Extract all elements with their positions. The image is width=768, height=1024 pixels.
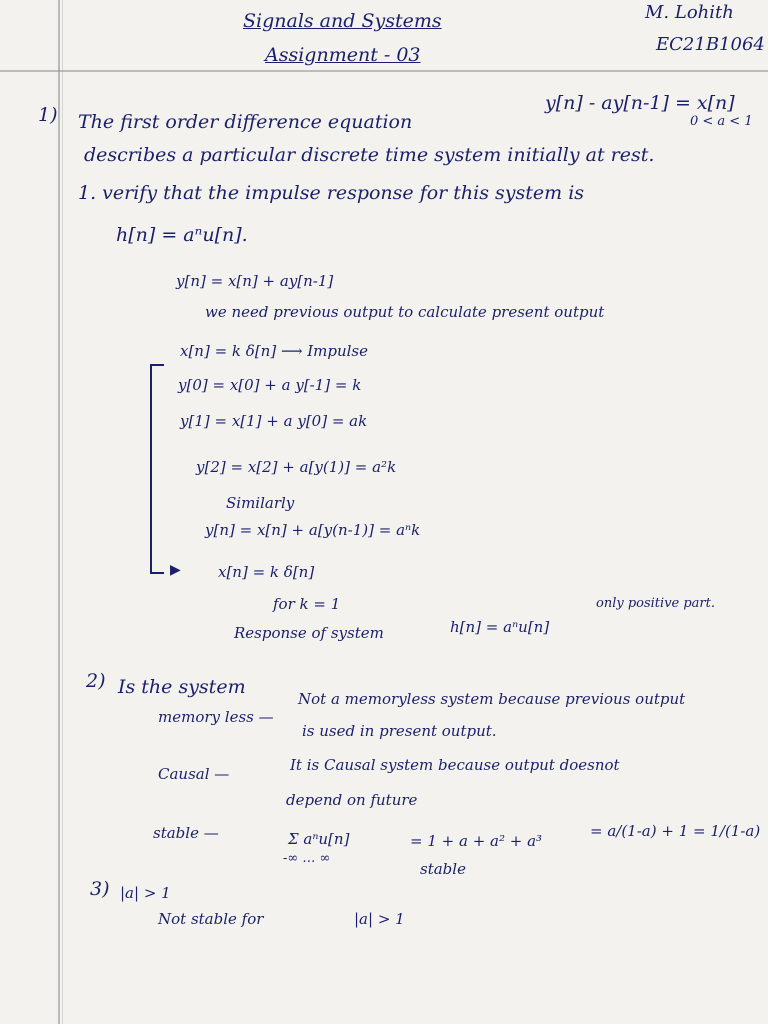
q1-line4: h[n] = aⁿu[n].: [116, 224, 248, 246]
q1-xn: x[n] = k δ[n]: [218, 563, 315, 581]
q2-mem-label: memory less —: [158, 708, 274, 726]
page-title: Signals and Systems: [243, 10, 442, 32]
q1-y2: y[2] = x[2] + a[y(1)] = a²k: [196, 458, 397, 476]
student-name: M. Lohith: [645, 2, 734, 23]
q2-stable-label: stable —: [153, 824, 219, 842]
q2-stable-series: = 1 + a + a² + a³: [410, 832, 543, 850]
q2-causal-text1: It is Causal system because output doesnot: [290, 756, 620, 774]
q2-stable-limits: -∞ … ∞: [283, 851, 331, 866]
header-rule: [0, 70, 768, 72]
q2-causal-label: Causal —: [158, 765, 230, 783]
q1-similarly: Similarly: [226, 494, 295, 512]
q2-heading: Is the system: [118, 676, 246, 698]
assignment-number: Assignment - 03: [265, 44, 421, 66]
q1-yn: y[n] = x[n] + a[y(n-1)] = aⁿk: [205, 521, 421, 539]
arrow-icon: ▶: [170, 562, 181, 578]
q2-stable-sum: Σ aⁿu[n]: [288, 830, 350, 848]
roll-number: EC21B1064: [656, 34, 765, 55]
derivation-bracket: [150, 364, 164, 574]
q2-stable-result: = a/(1-a) + 1 = 1/(1-a): [590, 822, 761, 840]
q3-condition: |a| > 1: [120, 884, 171, 902]
q1-line2: describes a particular discrete time system initially at rest.: [84, 144, 655, 166]
q1-impulse: x[n] = k δ[n] ⟶ Impulse: [180, 342, 369, 360]
q1-response-note: only positive part.: [596, 596, 716, 611]
q1-equation: y[n] - ay[n-1] = x[n]: [545, 92, 735, 114]
q1-y0: y[0] = x[0] + a y[-1] = k: [178, 376, 362, 394]
q1-response-label: Response of system: [234, 624, 384, 642]
q1-line1: The first order difference equation: [78, 111, 413, 133]
q2-stable-word: stable: [420, 860, 466, 878]
q1-note1: we need previous output to calculate present output: [205, 303, 605, 321]
q1-response: h[n] = aⁿu[n]: [450, 618, 550, 636]
margin-line: [58, 0, 60, 1024]
margin-line-inner: [62, 0, 63, 1024]
q2-mem-text1: Not a memoryless system because previous output: [298, 690, 686, 708]
q1-y1: y[1] = x[1] + a y[0] = ak: [180, 412, 368, 430]
q2-number: 2): [86, 670, 106, 692]
q3-number: 3): [90, 878, 110, 900]
q1-eq1: y[n] = x[n] + ay[n-1]: [176, 272, 334, 290]
q2-mem-text2: is used in present output.: [302, 722, 497, 740]
q1-line3: 1. verify that the impulse response for this system is: [78, 182, 585, 204]
q3-condition2: |a| > 1: [354, 910, 405, 928]
q1-condition: 0 < a < 1: [690, 114, 753, 129]
q1-number: 1): [38, 104, 58, 126]
q1-for-k: for k = 1: [273, 595, 341, 613]
q3-text: Not stable for: [158, 910, 264, 928]
q2-causal-text2: depend on future: [286, 791, 418, 809]
